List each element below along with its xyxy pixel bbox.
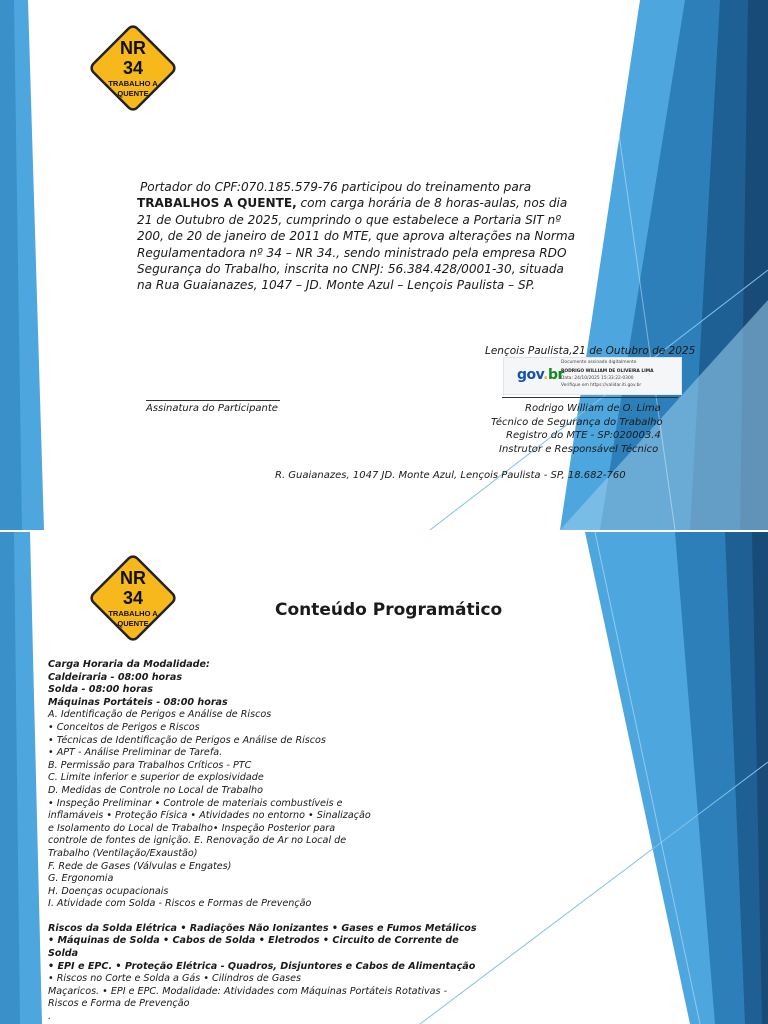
program-line: D. Medidas de Controle no Local de Trabalho xyxy=(48,784,263,796)
program-line: • EPI e EPC. • Proteção Elétrica - Quadros, Disjuntores e Cabos de Alimentação xyxy=(48,960,476,972)
participant-signature-label: Assinatura do Participante xyxy=(146,403,278,414)
govbr-verify-link: Verifique em https://validar.iti.gov.br xyxy=(561,383,642,388)
instructor-name: Rodrigo William de O. Lima xyxy=(525,403,661,414)
program-line: H. Doenças ocupacionais xyxy=(48,885,169,897)
program-line: e Isolamento do Local de Trabalho• Inspeção Posterior para xyxy=(48,822,336,834)
instructor-role: Técnico de Segurança do Trabalho xyxy=(491,417,663,428)
certificate-body-text: Portador do CPF:070.185.579-76 participou do treinamento para TRABALHOS A QUENTE, com carga horária de 8 horas-aulas, nos dia 21 de Outubro de 2025, cumprindo o que estabelece a Portaria SIT nº 200, de 20 de janeiro de 2011 do MTE, que aprova alterações na Norma Regulamentadora nº 34 – NR 34., sendo ministrado pela empresa RDO Segurança do Trabalho, inscrita no CNPJ: 56.384.428/0001-30, situada na Rua Guaianazes, 1047 – JD. Monte Azul – Lençois Paulista – SP. xyxy=(137,180,576,293)
company-address: R. Guaianazes, 1047 JD. Monte Azul, Lençois Paulista - SP, 18.682-760 xyxy=(275,470,626,481)
program-line: G. Ergonomia xyxy=(48,873,114,885)
svg-text:NR: NR xyxy=(120,568,146,588)
program-line: inflamáveis • Proteção Física • Atividades no entorno • Sinalização xyxy=(48,810,371,822)
svg-text:34: 34 xyxy=(122,58,144,78)
program-line: • APT - Análise Preliminar de Tarefa. xyxy=(48,747,223,759)
svg-text:QUENTE: QUENTE xyxy=(117,89,149,98)
program-content xyxy=(48,659,488,1024)
program-line: Maçaricos. • EPI e EPC. Modalidade: Atividades com Máquinas Portáteis Rotativas - xyxy=(48,985,448,997)
program-title: Conteúdo Programático xyxy=(275,600,503,620)
svg-text:NR: NR xyxy=(120,38,146,58)
program-line: F. Rede de Gases (Válvulas e Engates) xyxy=(48,860,232,872)
program-line: • Conceitos de Perigos e Riscos xyxy=(48,721,200,733)
program-line: Caldeiraria - 08:00 horas xyxy=(48,671,183,683)
program-line: I. Atividade com Solda - Riscos e Formas de Prevenção xyxy=(48,898,312,910)
program-line: . xyxy=(48,1011,52,1023)
program-line: • Máquinas de Solda • Cabos de Solda • Eletrodos • Circuito de Corrente de Solda xyxy=(48,935,463,960)
program-line: Riscos da Solda Elétrica • Radiações Não Ionizantes • Gases e Fumos Metálicos xyxy=(48,922,477,934)
svg-text:QUENTE: QUENTE xyxy=(117,619,149,628)
nr34-warning-sign-logo xyxy=(79,14,187,122)
nr34-warning-sign-logo xyxy=(79,544,187,652)
program-line: B. Permissão para Trabalhos Críticos - PTC xyxy=(48,759,252,771)
program-line: • Inspeção Preliminar • Controle de materiais combustíveis e xyxy=(48,797,343,809)
participant-signature-line xyxy=(146,400,280,401)
svg-text:TRABALHO A: TRABALHO A xyxy=(108,609,158,618)
program-line: Solda - 08:00 horas xyxy=(48,684,154,696)
program-line: controle de fontes de ignição. E. Renovação de Ar no Local de xyxy=(48,835,347,847)
instructor-registry: Registro do MTE - SP:020003.4 xyxy=(506,430,661,441)
program-line: Riscos e Forma de Prevenção xyxy=(48,998,190,1010)
program-line: Trabalho (Ventilação/Exaustão) xyxy=(48,847,198,859)
program-line: • Técnicas de Identificação de Perigos e Análise de Riscos xyxy=(48,734,326,746)
place-date: Lençois Paulista,21 de Outubro de 2025 xyxy=(485,345,696,357)
instructor-signature-line xyxy=(502,397,678,398)
govbr-digital-signature-stamp xyxy=(503,357,682,395)
govbr-logo: gov.br xyxy=(517,367,564,383)
govbr-caption: Documento assinado digitalmente xyxy=(561,360,637,365)
program-line: C. Limite inferior e superior de explosividade xyxy=(48,772,264,784)
program-line: Máquinas Portáteis - 08:00 horas xyxy=(48,696,228,708)
govbr-date: Data: 24/10/2025 15:33:22-0300 xyxy=(561,376,634,381)
program-line: A. Identificação de Perigos e Análise de Riscos xyxy=(48,709,272,721)
program-line: • Riscos no Corte e Solda a Gás • Cilindros de Gases xyxy=(48,973,302,985)
course-name: TRABALHOS A QUENTE, xyxy=(137,196,297,211)
program-line: Carga Horaria da Modalidade: xyxy=(48,659,210,670)
instructor-title: Instrutor e Responsável Técnico xyxy=(499,444,659,455)
svg-text:34: 34 xyxy=(122,588,144,608)
svg-text:TRABALHO A: TRABALHO A xyxy=(108,79,158,88)
govbr-signer: RODRIGO WILLIAM DE OLIVEIRA LIMA xyxy=(561,369,654,374)
program-line xyxy=(48,911,488,923)
